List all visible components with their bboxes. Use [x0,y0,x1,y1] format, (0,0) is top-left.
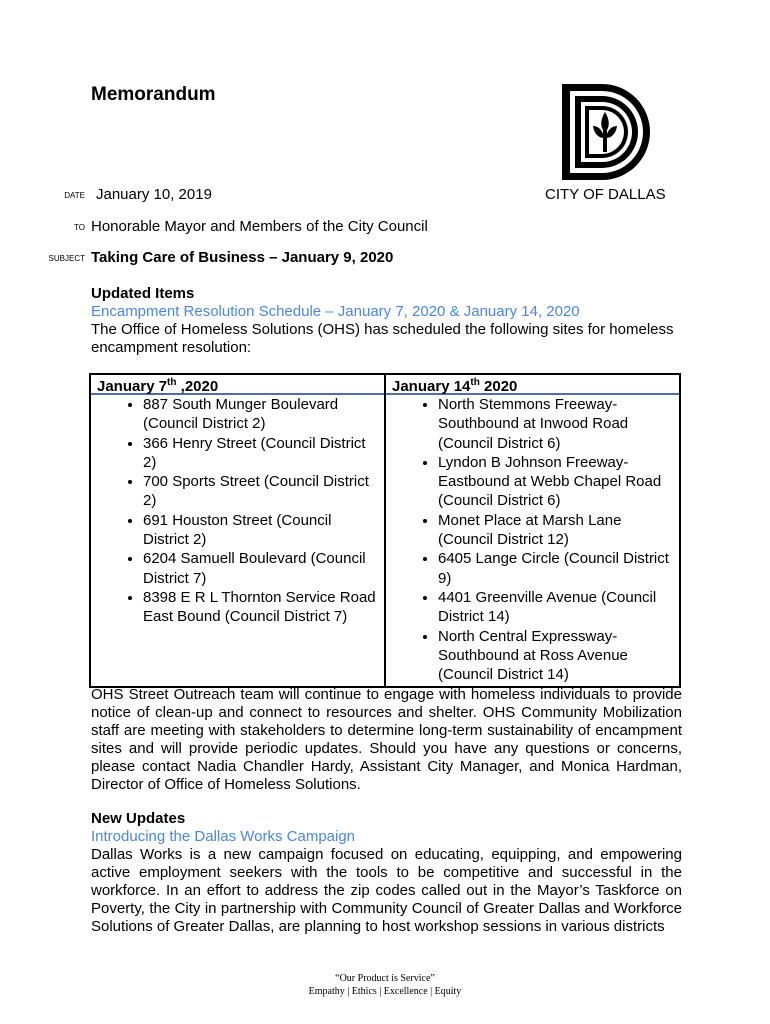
to-label: TO [74,223,85,232]
footer-values: Empathy | Ethics | Excellence | Equity [308,986,462,997]
list-item: • 700 Sports Street (Council District 2) [143,472,380,511]
memo-title: Memorandum [91,84,216,105]
schedule-column-jan14 [385,374,680,687]
subject-label: SUBJECT [48,254,85,263]
encampment-schedule-subheading: Encampment Resolution Schedule – January 7, 2020 & January 14, 2020 [91,303,580,320]
site-list-jan7 [91,395,384,629]
list-item: • 8398 E R L Thornton Service Road East Bound (Council District 7) [143,588,380,627]
footer-slogan: “Our Product is Service” [335,973,435,984]
encampment-schedule-table [89,373,681,688]
updated-items-heading: Updated Items [91,285,195,302]
memo-subject: Taking Care of Business – January 9, 2020 [91,249,394,266]
list-item: • 691 Houston Street (Council District 2) [143,511,380,550]
new-updates-heading: New Updates [91,810,186,827]
list-item: • 366 Henry Street (Council District 2) [143,434,380,473]
list-item: • 6204 Samuell Boulevard (Council District 7) [143,549,380,588]
list-item: • North Stemmons Freeway-Southbound at Inwood Road (Council District 6) [438,395,675,453]
list-item: • North Central Expressway-Southbound at Ross Avenue (Council District 14) [438,627,675,685]
dallas-works-paragraph: Dallas Works is a new campaign focused on educating, equipping, and empowering active employment seekers with the tools to be competitive and successful in the workforce. In an effort to address the zip codes called out in the Mayor’s Taskforce on Poverty, the City in partnership with Community Council of Greater Dallas and Workforce Solutions of Greater Dallas, are planning to host workshop sessions in various districts [91,846,682,935]
list-item: • Lyndon B Johnson Freeway-Eastbound at Webb Chapel Road (Council District 6) [438,453,675,511]
list-item: • 6405 Lange Circle (Council District 9) [438,549,675,588]
memo-to: Honorable Mayor and Members of the City Council [91,218,428,235]
city-name: CITY OF DALLAS [545,186,666,203]
column-header-jan14: January 14th 2020 [386,375,679,395]
column-header-jan7: January 7th ,2020 [91,375,384,395]
schedule-intro: The Office of Homeless Solutions (OHS) has scheduled the following sites for homeless encampment resolution: [91,321,674,356]
list-item: • Monet Place at Marsh Lane (Council District 12) [438,511,675,550]
schedule-column-jan7 [90,374,385,687]
dallas-works-subheading: Introducing the Dallas Works Campaign [91,828,356,845]
list-item: • 887 South Munger Boulevard (Council District 2) [143,395,380,434]
city-of-dallas-logo [560,82,652,182]
date-label: DATE [64,191,85,200]
site-list-jan14 [386,395,679,686]
outreach-paragraph: OHS Street Outreach team will continue to engage with homeless individuals to provide notice of clean-up and connect to resources and shelter. OHS Community Mobilization staff are meeting with stakeholders to determine long-term sustainability of encampment sites and will provide periodic updates. Should you have any questions or concerns, please contact Nadia Chandler Hardy, Assistant City Manager, and Monica Hardman, Director of Office of Homeless Solutions. [91,686,682,793]
list-item: • 4401 Greenville Avenue (Council District 14) [438,588,675,627]
memo-date: January 10, 2019 [96,186,212,203]
